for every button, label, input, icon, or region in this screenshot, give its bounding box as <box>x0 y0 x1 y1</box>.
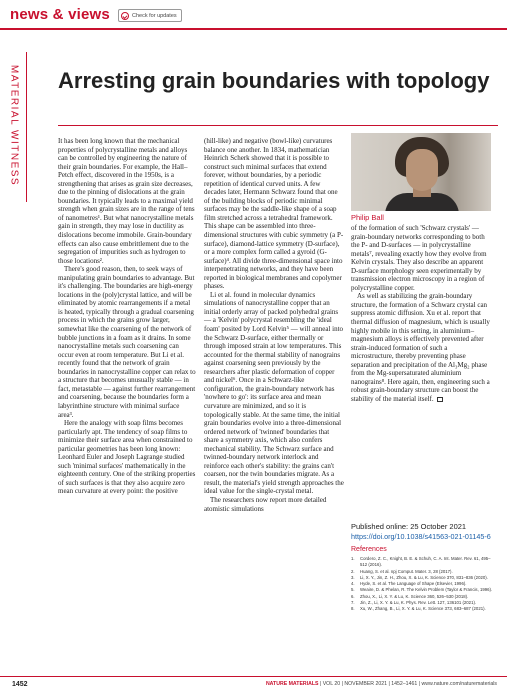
journal-footer <box>266 681 497 687</box>
paragraph: (hill-like) and negative (bowl-like) curvatures balance one another. In 1834, mathematician Heinrich Scherk showed that it is possible to construct such minimal surfaces that extend forever, without boundaries, by a periodic repetition of identical curved units. A few decades later, Hermann Schwarz found that one of the building blocks of periodic minimal surfaces may be the saddle-like shape of a soap film stretched across a tetrahedral framework. This shape can be assembled into three-dimensional structures with cubic symmetry (a P-surface), diamond-lattice symmetry (D-surface), or a more complex form called a gyroid (G-surface)⁴. All divide three-dimensional space into interpenetrating networks, and they have been reported in biological membranes and copolymer phases. <box>204 137 344 291</box>
published-date: Published online: 25 October 2021 <box>351 522 467 531</box>
side-label-text: MATERIAL WITNESS <box>8 64 20 187</box>
header <box>0 0 507 28</box>
paragraph-text: As well as stabilizing the grain-boundary structure, the formation of a Schwarz crystal can suppress atomic diffusion. Xu et al. report that thermal diffusion of magnesium, which is usually highly mobile in this setting, in aluminium–magnesium alloys is effectively prevented after strain-induced formation of such a microstructure, thereby preventing phase separation and precipitation of the Al₃Mg₂ phase from the Mg-supersaturated aluminium nanograins⁸. Here again, then, engineering such a robust grain-boundary structure can boost the stability of the material itself. <box>351 292 490 403</box>
title-rule <box>58 125 498 126</box>
photo-face <box>406 149 438 191</box>
reference-number: 6. <box>351 593 355 599</box>
reference-text: Li, X. Y., Jin, Z. H., Zhou, X. & Lu, K. Science 370, 831–836 (2020). <box>360 574 488 580</box>
journal-name: NATURE MATERIALS <box>265 681 319 687</box>
paragraph: Here the analogy with soap films becomes particularly apt. The tendency of soap films to minimize their surface area when constrained to particular geometries has been long known: Leonhard Euler and Joseph Lagrange studied such 'minimal surfaces' mathematically in the eighteenth century. One of the striking properties of such surfaces is that they also acquire zero mean curvature at every point: the positive <box>58 419 196 496</box>
reference-item <box>351 556 496 569</box>
reference-item <box>351 606 496 612</box>
page-number: 1452 <box>12 681 28 688</box>
end-mark-icon <box>437 397 443 402</box>
paragraph: Li et al. found in molecular dynamics simulations of nanocrystalline copper that an initial orderly array of packed polyhedral grains — a 'Kelvin' polycrystal resembling the 'ideal foam' posited by Lord Kelvin⁵ — will anneal into the Schwarz D-surface, either thermally or through imposed strain at low temperatures. This accounted for the thermal stability of nanograins against coarsening seen previously by the researchers after plastic deformation of copper and nickel⁶. Once in a Schwarz-like configuration, the grain-boundary network has 'nowhere to go': its surface area and mean curvature are minimized, and so it is topologically stable. At the same time, the initial grain boundaries evolve into a three-dimensional ordered network of 'twinned' boundaries that share a symmetry axis, which also confers mechanical stability. The Schwarz surface and twinned-boundary network interlock and reinforce each other's stability: the grains can't coarsen, nor the twin boundaries migrate. As a result, the material's yield strength approaches the ideal value for the single-crystal metal. <box>204 290 344 496</box>
reference-number: 8. <box>351 606 355 612</box>
reference-text: Huang, S. et al. npj Comput. Mater. 3, 28 (2017). <box>360 568 453 574</box>
side-label <box>8 52 20 202</box>
paragraph: of the formation of such 'Schwarz crystals' — grain-boundary networks corresponding to both the P- and D-surfaces — in polycrystalline metals⁷, revealing exactly how they evolve from Kelvin crystals. They also describe an apparent D-surface morphology seen experimentally by transmission electron microscopy in a region of polycrystalline copper. <box>351 224 487 292</box>
column-1 <box>58 137 196 496</box>
header-rule <box>0 28 507 30</box>
reference-text: Cordero, Z. C., Knight, B. E. & Schuh, C. A. Int. Mater. Rev. 61, 495–512 (2016). <box>360 556 491 568</box>
column-3 <box>351 224 491 403</box>
doi-link[interactable]: https://doi.org/10.1038/s41563-021-01145-6 <box>351 532 491 541</box>
reference-number: 5. <box>351 587 355 593</box>
check-for-updates-button[interactable] <box>118 9 182 22</box>
column-2 <box>204 137 344 513</box>
reference-text: Hyde, S. et al. The Language of Shape (Elsevier, 1996). <box>360 581 467 587</box>
article-title: Arresting grain boundaries with topology <box>58 68 490 93</box>
check-icon <box>121 12 129 20</box>
reference-number: 1. <box>351 556 355 561</box>
reference-number: 2. <box>351 568 355 574</box>
side-divider <box>26 52 27 202</box>
reference-text: Jin, Z., Li, X. Y. & Lu, K. Phys. Rev. Lett. 127, 136101 (2021). <box>360 600 477 606</box>
reference-number: 4. <box>351 581 355 587</box>
author-photo <box>351 133 491 211</box>
check-for-updates-label: Check for updates <box>132 12 177 19</box>
paragraph: There's good reason, then, to seek ways of manipulating grain boundaries to advantage. But it's challenging. The boundaries are high-energy locations in the (poly)crystal lattice, and will be eliminated by atomic rearrangements if a metal is heated, typically through a gradual coarsening process in which the grains grow larger, somewhat like the coarsening of the network of bubble junctions in a foam as it drains. In some nanocrystalline metals such coarsening can occur even at room temperature. But Li et al. recently found that the network of grain boundaries in nanocrystalline copper can relax to a structure that becomes unusually stable — in fact, metastable — against further rearrangement and coarsening, because the boundaries form a labyrinthine structure with minimal surface area³. <box>58 265 196 419</box>
paragraph <box>351 292 491 403</box>
reference-text: Weaire, D. & Phelan, R. The Kelvin Problem (Taylor & Francis, 1996). <box>360 587 493 593</box>
reference-number: 7. <box>351 600 355 606</box>
paragraph: It has been long known that the mechanical properties of polycrystalline metals and alloys can be controlled by engineering the nature of their grain boundaries. For example, the Hall–Petch effect, discovered in the 1950s, is a strengthening that arises as grain size decreases, due to the pinning of dislocations at the grain boundaries. It typically leads to a maximal yield strength when grain sizes are in the range of tens of nanometres¹. But what nanocrystalline metals gain in strength, they may lose in ductility as dislocations become immobile. Grain-boundary effects can also cause embrittlement due to the segregation of impurities such as hydrogen to those locations². <box>58 137 195 265</box>
reference-text: Xu, W., Zhang, B., Li, X. Y. & Lu, K. Science 373, 683–687 (2021). <box>360 606 486 612</box>
paragraph: The researchers now report more detailed atomistic simulations <box>204 495 327 513</box>
footer-rule <box>0 676 507 677</box>
reference-number: 3. <box>351 574 355 580</box>
references-heading: References <box>351 546 387 553</box>
section-title: news & views <box>10 6 110 23</box>
issue-info: | VOL 20 | NOVEMBER 2021 | 1452–1461 | www.nature.com/naturematerials <box>319 681 497 687</box>
reference-text: Zhou, X., Li, X. Y. & Lu, K. Science 360, 526–530 (2018). <box>360 593 469 599</box>
author-caption: Philip Ball <box>351 213 384 222</box>
references-list <box>351 556 496 613</box>
